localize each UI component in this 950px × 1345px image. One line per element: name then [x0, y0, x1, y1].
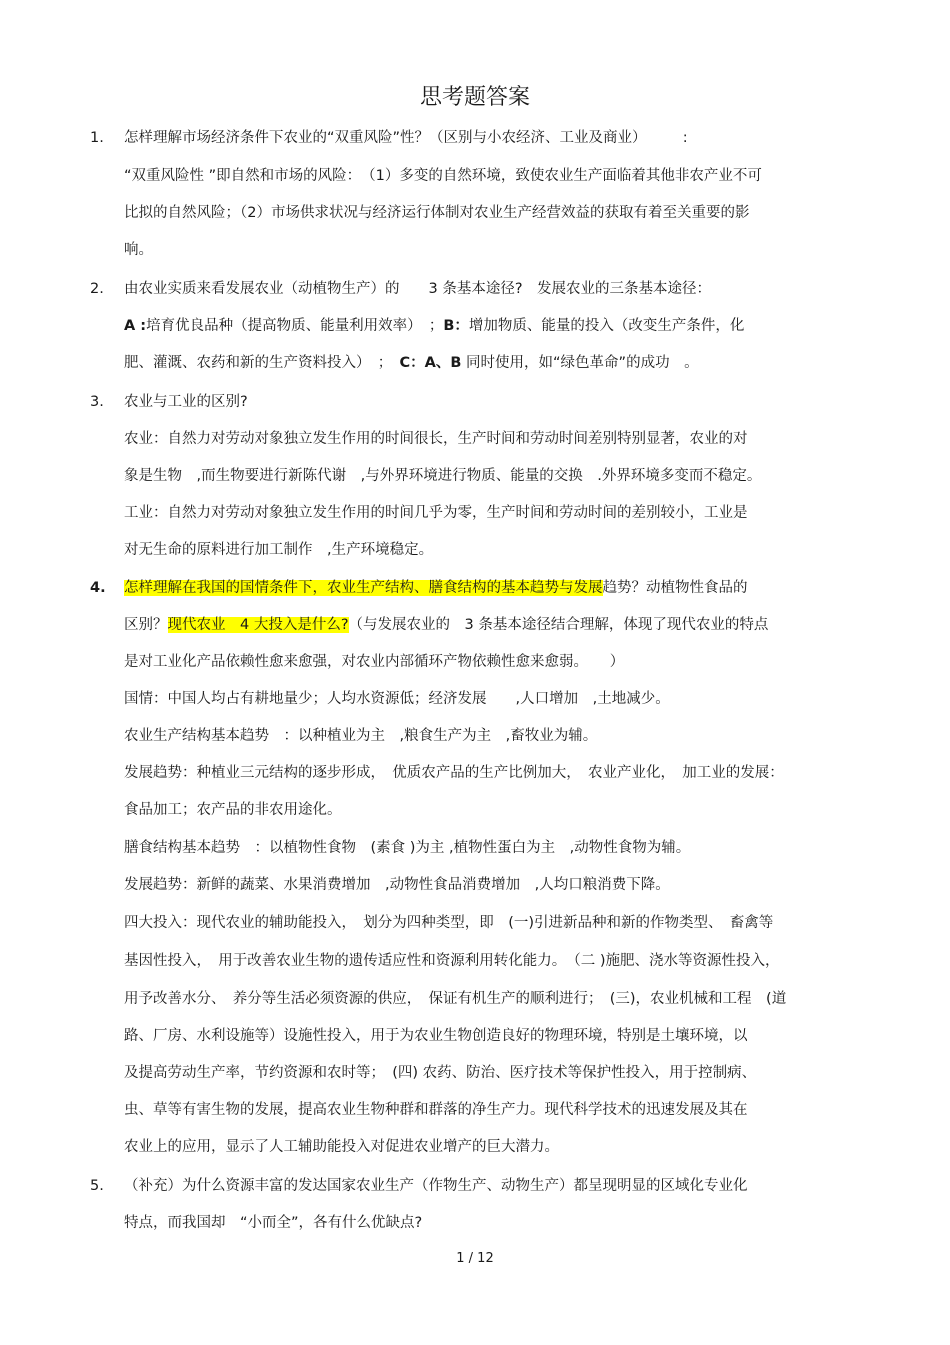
question-text-pre: 区别？: [124, 617, 168, 633]
option-label: C：: [399, 355, 425, 371]
option-text: 同时使用，如“绿色革命”的成功 。: [466, 355, 699, 371]
answer-line: 用予改善水分、 养分等生活必须资源的供应， 保证有机生产的顺利进行； (三)，农业机械和工程 (道: [124, 991, 787, 1007]
answer-line: 路、厂房、水利设施等）设施性投入，用于为农业生物创造良好的物理环境，特别是土壤环境，以: [124, 1028, 748, 1044]
page-number: 1 / 12: [456, 1251, 494, 1266]
answer-line: 农业：自然力对劳动对象独立发生作用的时间很长，生产时间和劳动时间差别特别显著，农业的对: [124, 431, 748, 447]
question-text: 是对工业化产品依赖性愈来愈强，对农业内部循环产物依赖性愈来愈弱。 ）: [124, 654, 625, 670]
question-text-rest: （与发展农业的 3 条基本途径结合理解，体现了现代农业的特点: [348, 617, 769, 633]
answer-line: 及提高劳动生产率，节约资源和农时等； (四) 农药、防治、医疗技术等保护性投入，用于控制病、: [124, 1065, 757, 1081]
option-text: A、B: [424, 355, 462, 371]
answer-line: 对无生命的原料进行加工制作 ,生产环境稳定。: [124, 542, 434, 558]
answer-line: [124, 315, 744, 337]
item-number: 1.: [90, 130, 104, 146]
question-text: [124, 614, 768, 636]
question-text: [124, 577, 748, 599]
option-label: B：: [443, 318, 469, 334]
answer-line: 国情：中国人均占有耕地量少；人均水资源低；经济发展 ,人口增加 ,土地减少。: [124, 691, 670, 707]
item-number: 3.: [90, 394, 104, 410]
answer-line: 响。: [124, 242, 153, 258]
answer-line: 特点，而我国却 “小而全”，各有什么优缺点?: [124, 1215, 423, 1231]
item-number: 2.: [90, 281, 104, 297]
item-number: 5.: [90, 1178, 104, 1194]
answer-line: “双重风险性 ”即自然和市场的风险： （1）多变的自然环境，致使农业生产面临着其他非农产业不可: [124, 168, 762, 184]
question-text: 怎样理解市场经济条件下农业的“双重风险”性？（区别与小农经济、工业及商业） :: [124, 130, 688, 146]
option-label: A :: [124, 318, 147, 334]
answer-line: [124, 352, 699, 374]
highlighted-text: 怎样理解在我国的国情条件下，农业生产结构、膳食结构的基本趋势与发展: [124, 580, 603, 596]
answer-line: 农业生产结构基本趋势 ：以种植业为主 ,粮食生产为主 ,畜牧业为辅。: [124, 728, 598, 744]
item-number: 4.: [90, 580, 106, 596]
option-text: 肥、灌溉、农药和新的生产资料投入） ；: [124, 355, 385, 371]
answer-line: 农业上的应用，显示了人工辅助能投入对促进农业增产的巨大潜力。: [124, 1139, 559, 1155]
answer-line: 膳食结构基本趋势 ：以植物性食物 (素食 )为主 ,植物性蛋白为主 ,动物性食物为辅。: [124, 840, 691, 856]
answer-line: 食品加工；农产品的非农用途化。: [124, 802, 342, 818]
page-title: 思考题答案: [419, 85, 530, 110]
question-text: （补充）为什么资源丰富的发达国家农业生产（作物生产、动物生产）都呈现明显的区域化专业化: [124, 1178, 748, 1194]
answer-line: 虫、草等有害生物的发展，提高农业生物种群和群落的净生产力。现代科学技术的迅速发展及其在: [124, 1102, 748, 1118]
answer-line: 四大投入：现代农业的辅助能投入， 划分为四种类型，即 (一)引进新品种和新的作物类型、 畜禽等: [124, 915, 774, 931]
highlighted-text: 现代农业 4 大投入是什么?: [167, 617, 349, 633]
answer-line: 发展趋势：种植业三元结构的逐步形成， 优质农产品的生产比例加大， 农业产业化， 加工业的发展：: [124, 765, 784, 781]
answer-line: 发展趋势：新鲜的蔬菜、水果消费增加 ,动物性食品消费增加 ,人均口粮消费下降。: [124, 877, 670, 893]
question-text: 由农业实质来看发展农业（动植物生产）的 3 条基本途径? 发展农业的三条基本途径：: [124, 281, 712, 297]
option-text: 培育优良品种（提高物质、能量利用效率） ；: [146, 318, 444, 334]
answer-line: 基因性投入， 用于改善农业生物的遗传适应性和资源利用转化能力。 （二 )施肥、浇水等资源性投入，: [124, 953, 780, 969]
answer-line: 工业：自然力对劳动对象独立发生作用的时间几乎为零，生产时间和劳动时间的差别较小，工业是: [124, 505, 748, 521]
question-text-rest: 趋势？动植物性食品的: [602, 580, 748, 596]
option-text: 增加物质、能量的投入（改变生产条件，化: [468, 318, 745, 334]
question-text: 农业与工业的区别?: [124, 394, 248, 410]
answer-line: 象是生物 ,而生物要进行新陈代谢 ,与外界环境进行物质、能量的交换 .外界环境多变而不稳定。: [124, 468, 762, 484]
answer-line: 比拟的自然风险；（2）市场供求状况与经济运行体制对农业生产经营效益的获取有着至关重要的影: [124, 205, 750, 221]
